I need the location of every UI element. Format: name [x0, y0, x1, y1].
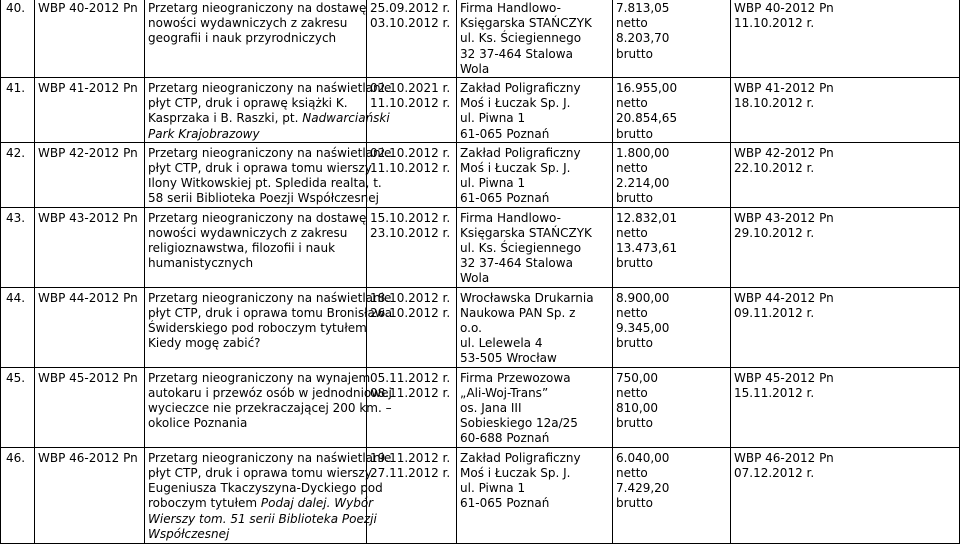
- date: 15.10.2012 r.: [370, 210, 451, 225]
- contract-date: 29.10.2012 r.: [734, 225, 815, 240]
- row-number-cell: [1, 142, 35, 207]
- row-number: 45.: [6, 370, 26, 385]
- amount-cell: [613, 367, 731, 447]
- table-row: [1, 78, 960, 143]
- description-cell: [145, 367, 392, 447]
- contract-date: 18.10.2012 r.: [734, 96, 815, 111]
- contractor-line: Wola: [460, 61, 490, 76]
- amount-label: netto: [616, 465, 648, 480]
- description-text: geografii i nauk przyrodniczych: [148, 31, 337, 46]
- description-line: [148, 1, 367, 16]
- amount-label: netto: [616, 16, 648, 31]
- description-line: [148, 16, 363, 31]
- row-number-cell: [1, 207, 35, 287]
- description-cell: [145, 78, 392, 143]
- amount-label: netto: [616, 96, 648, 111]
- description-text: Przetarg nieograniczony na naświetlanie: [148, 81, 392, 96]
- amount-value: 13.473,61: [616, 241, 678, 256]
- date: 03.10.2012 r.: [370, 16, 451, 31]
- contract-date: 07.12.2012 r.: [734, 465, 815, 480]
- amount-label: netto: [616, 161, 648, 176]
- amount-label: brutto: [616, 126, 653, 141]
- description-text: 58 serii Biblioteka Poezji Współczesnej: [148, 191, 379, 206]
- contractor-line: 61-065 Poznań: [460, 496, 550, 511]
- date: 11.10.2012 r.: [370, 161, 451, 176]
- description-line: [148, 321, 367, 336]
- row-number-cell: [1, 78, 35, 143]
- description-cell: [145, 287, 393, 367]
- description-text: nowości wydawniczych z zakresu: [148, 16, 348, 31]
- description-text: Ilony Witkowskiej pt. Spledida realta, t.: [148, 176, 382, 191]
- amount-cell: [613, 78, 731, 143]
- amount-value: 20.854,65: [616, 111, 678, 126]
- contractor-line: Wola: [460, 271, 490, 286]
- row-number: 46.: [6, 450, 26, 465]
- description-text: Przetarg nieograniczony na dostawę: [148, 210, 367, 225]
- table-row: [1, 447, 960, 543]
- contractor-line: ul. Piwna 1: [460, 176, 526, 191]
- contract-date: 11.10.2012 r.: [734, 16, 815, 31]
- contractor-line: ul. Lelewela 4: [460, 336, 543, 351]
- description-text: okolice Poznania: [148, 416, 248, 431]
- date: 18.10.2012 r.: [370, 290, 451, 305]
- description-line: [148, 241, 363, 256]
- description-line: [148, 111, 390, 126]
- description-line: [148, 31, 363, 46]
- amount-label: netto: [616, 305, 648, 320]
- description-line: [148, 256, 363, 271]
- contract-cell: [731, 287, 960, 367]
- contractor-line: Sobieskiego 12a/25: [460, 416, 578, 431]
- amount-value: 750,00: [616, 370, 658, 385]
- amount-label: brutto: [616, 46, 653, 61]
- contract-cell: [731, 0, 960, 78]
- description-text: Wierszy tom. 51 serii Biblioteka Poezji: [148, 511, 377, 526]
- description-text: Przetarg nieograniczony na naświetlanie: [148, 290, 392, 305]
- contract-cell: [731, 447, 960, 543]
- tender-id-cell: [35, 142, 145, 207]
- table-row: [1, 287, 960, 367]
- contractor-line: Moś i Łuczak Sp. J.: [460, 96, 571, 111]
- description-text: nowości wydawniczych z zakresu: [148, 225, 348, 240]
- description-line: [148, 226, 363, 241]
- amount-value: 8.900,00: [616, 290, 670, 305]
- tender-id-cell: [35, 0, 145, 78]
- contractor-line: 53-505 Wrocław: [460, 351, 557, 366]
- description-text: Przetarg nieograniczony na dostawę: [148, 1, 367, 15]
- dates-cell: [367, 207, 457, 287]
- tender-id: WBP 40-2012 Pn: [38, 1, 138, 15]
- description-text: Współczesnej: [148, 526, 230, 541]
- description-line: [148, 96, 363, 111]
- amount-value: 7.429,20: [616, 481, 670, 496]
- table-row: [1, 367, 960, 447]
- row-number: 42.: [6, 145, 26, 160]
- date: 11.10.2012 r.: [370, 96, 451, 111]
- row-number-cell: [1, 367, 35, 447]
- amount-cell: [613, 142, 731, 207]
- description-line: [148, 511, 377, 527]
- contractor-line: 61-065 Poznań: [460, 126, 550, 141]
- description-cell: [145, 0, 367, 78]
- description-line: [148, 210, 367, 226]
- amount-value: 12.832,01: [616, 210, 678, 225]
- row-number-cell: [1, 447, 35, 543]
- description-text: humanistycznych: [148, 256, 254, 271]
- description-line: [148, 370, 371, 386]
- amount-label: brutto: [616, 336, 653, 351]
- description-text: roboczym tytułem: [148, 496, 261, 511]
- contractor-cell: [457, 287, 613, 367]
- amount-cell: [613, 0, 731, 78]
- contract-cell: [731, 78, 960, 143]
- tender-id-cell: [35, 447, 145, 543]
- description-text: autokaru i przewóz osób w jednodniowej: [148, 385, 392, 400]
- date: 27.11.2012 r.: [370, 465, 451, 480]
- table-row: [1, 0, 960, 78]
- contractor-line: ul. Piwna 1: [460, 481, 526, 496]
- contractor-line: Księgarska STAŃCZYK: [460, 225, 592, 240]
- amount-value: 16.955,00: [616, 81, 678, 96]
- description-line: [148, 191, 379, 206]
- contractor-cell: [457, 142, 613, 207]
- description-line: [148, 290, 392, 306]
- description-text: religioznawstwa, filozofii i nauk: [148, 241, 336, 256]
- tender-id-cell: [35, 287, 145, 367]
- tender-id: WBP 42-2012 Pn: [38, 145, 138, 160]
- amount-cell: [613, 287, 731, 367]
- dates-cell: [367, 78, 457, 143]
- contractor-line: os. Jana III: [460, 401, 522, 416]
- description-line: [148, 481, 383, 496]
- contractor-line: 60-688 Poznań: [460, 431, 550, 446]
- description-text: płyt CTP, druk i oprawę książki K.: [148, 96, 348, 111]
- contractor-line: o.o.: [460, 321, 482, 336]
- amount-value: 1.800,00: [616, 145, 670, 160]
- tender-id-cell: [35, 207, 145, 287]
- amount-value: 2.214,00: [616, 176, 670, 191]
- contractor-cell: [457, 207, 613, 287]
- contractor-cell: [457, 0, 613, 78]
- description-line: [148, 145, 392, 161]
- description-line: [148, 465, 372, 481]
- description-text: wycieczce nie przekraczającej 200 km. –: [148, 401, 392, 416]
- contractor-line: Firma Przewozowa: [460, 370, 571, 385]
- contractor-line: Wrocławska Drukarnia: [460, 290, 594, 305]
- row-number: 43.: [6, 210, 26, 225]
- tender-id: WBP 45-2012 Pn: [38, 370, 138, 385]
- contractor-cell: [457, 447, 613, 543]
- description-text: płyt CTP, druk i oprawa tomu wierszy: [148, 465, 372, 480]
- contract-id: WBP 42-2012 Pn: [734, 145, 834, 160]
- dates-cell: [367, 447, 457, 543]
- contract-id: WBP 41-2012 Pn: [734, 81, 834, 96]
- contractor-line: „Ali-Woj-Trans”: [460, 385, 549, 400]
- contractor-line: Naukowa PAN Sp. z: [460, 305, 576, 320]
- contractor-line: Moś i Łuczak Sp. J.: [460, 465, 571, 480]
- date: 02.10.2012 r.: [370, 145, 451, 160]
- contract-id: WBP 46-2012 Pn: [734, 450, 834, 465]
- description-line: [148, 305, 393, 321]
- contract-date: 15.11.2012 r.: [734, 385, 815, 400]
- amount-value: 7.813,05: [616, 1, 670, 15]
- amount-label: brutto: [616, 416, 653, 431]
- description-line: [148, 81, 392, 96]
- date: 25.09.2012 r.: [370, 1, 451, 15]
- description-text: Świderskiego pod roboczym tytułem: [148, 321, 367, 336]
- contractor-cell: [457, 78, 613, 143]
- amount-value: 8.203,70: [616, 31, 670, 46]
- description-cell: [145, 142, 392, 207]
- description-line: [148, 385, 392, 401]
- contract-date: 22.10.2012 r.: [734, 161, 815, 176]
- tender-id: WBP 44-2012 Pn: [38, 290, 138, 305]
- amount-label: netto: [616, 385, 648, 400]
- amount-value: 9.345,00: [616, 321, 670, 336]
- amount-value: 6.040,00: [616, 450, 670, 465]
- description-text: Przetarg nieograniczony na wynajem: [148, 370, 371, 385]
- tender-id: WBP 46-2012 Pn: [38, 450, 138, 465]
- contractor-line: 32 37-464 Stalowa: [460, 256, 573, 271]
- amount-value: 810,00: [616, 401, 658, 416]
- description-line: [148, 336, 363, 351]
- date: 19.11.2012 r.: [370, 450, 451, 465]
- contract-id: WBP 43-2012 Pn: [734, 210, 834, 225]
- description-text: płyt CTP, druk i oprawa tomu Bronisława: [148, 305, 393, 320]
- contract-cell: [731, 367, 960, 447]
- row-number: 40.: [6, 1, 26, 15]
- description-text: Eugeniusza Tkaczyszyna-Dyckiego pod: [148, 481, 383, 496]
- dates-cell: [367, 0, 457, 78]
- contractor-line: Firma Handlowo-: [460, 210, 561, 225]
- contract-date: 09.11.2012 r.: [734, 305, 815, 320]
- contractor-line: ul. Piwna 1: [460, 111, 526, 126]
- amount-label: brutto: [616, 191, 653, 206]
- description-line: [148, 401, 392, 416]
- description-text: Kiedy mogę zabić?: [148, 336, 261, 351]
- tender-id-cell: [35, 367, 145, 447]
- row-number: 44.: [6, 290, 26, 305]
- dates-cell: [367, 287, 457, 367]
- contractor-line: Księgarska STAŃCZYK: [460, 16, 592, 31]
- description-title-italic: Podaj dalej. Wybór: [260, 496, 374, 511]
- contractor-cell: [457, 367, 613, 447]
- tender-id: WBP 41-2012 Pn: [38, 81, 138, 96]
- contractor-line: Firma Handlowo-: [460, 1, 561, 15]
- amount-cell: [613, 447, 731, 543]
- amount-label: brutto: [616, 256, 653, 271]
- tenders-table-body: [1, 0, 960, 543]
- contract-id: WBP 45-2012 Pn: [734, 370, 834, 385]
- contract-cell: [731, 207, 960, 287]
- description-line: [148, 450, 392, 466]
- date: 08.11.2012 r.: [370, 385, 451, 400]
- contractor-line: 32 37-464 Stalowa: [460, 46, 573, 61]
- tender-id: WBP 43-2012 Pn: [38, 210, 138, 225]
- date: 26.10.2012 r.: [370, 305, 451, 320]
- description-title-italic: Nadwarciański: [302, 111, 390, 126]
- description-cell: [145, 207, 367, 287]
- contract-cell: [731, 142, 960, 207]
- description-line: [148, 176, 382, 191]
- table-row: [1, 142, 960, 207]
- description-line: [148, 161, 372, 176]
- contractor-line: Zakład Poligraficzny: [460, 450, 581, 465]
- row-number-cell: [1, 287, 35, 367]
- description-line: [148, 416, 363, 431]
- contractor-line: Zakład Poligraficzny: [460, 145, 581, 160]
- amount-label: brutto: [616, 496, 653, 511]
- row-number: 41.: [6, 81, 26, 96]
- date: 23.10.2012 r.: [370, 225, 451, 240]
- contractor-line: 61-065 Poznań: [460, 191, 550, 206]
- amount-label: netto: [616, 225, 648, 240]
- row-number-cell: [1, 0, 35, 78]
- contractor-line: ul. Ks. Ściegiennego: [460, 31, 582, 46]
- contract-id: WBP 44-2012 Pn: [734, 290, 834, 305]
- description-cell: [145, 447, 392, 543]
- table-row: [1, 207, 960, 287]
- contractor-line: ul. Ks. Ściegiennego: [460, 241, 582, 256]
- description-line: [148, 527, 363, 542]
- description-text: Przetarg nieograniczony na naświetlanie: [148, 145, 392, 160]
- contract-id: WBP 40-2012 Pn: [734, 1, 834, 15]
- tender-id-cell: [35, 78, 145, 143]
- description-text: Przetarg nieograniczony na naświetlanie: [148, 450, 392, 465]
- amount-cell: [613, 207, 731, 287]
- description-line: [148, 496, 374, 511]
- description-text: Park Krajobrazowy: [148, 126, 260, 141]
- date: 02.10.2021 r.: [370, 81, 451, 96]
- description-text: Kasprzaka i B. Raszki, pt.: [148, 111, 303, 126]
- contractor-line: Moś i Łuczak Sp. J.: [460, 161, 571, 176]
- dates-cell: [367, 142, 457, 207]
- contractor-line: Zakład Poligraficzny: [460, 81, 581, 96]
- date: 05.11.2012 r.: [370, 370, 451, 385]
- description-text: płyt CTP, druk i oprawa tomu wierszy: [148, 161, 372, 176]
- description-line: [148, 127, 363, 142]
